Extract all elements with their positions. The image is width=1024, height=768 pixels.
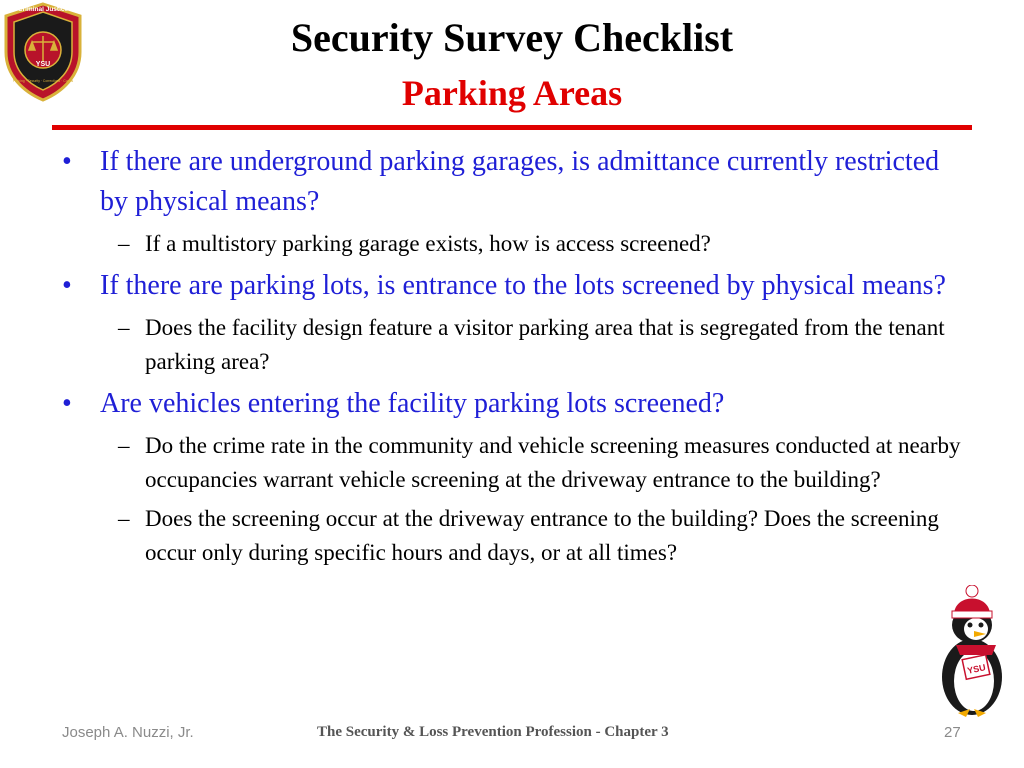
bullet-item [62,266,962,306]
slide-number: 27 [944,724,961,741]
dash-icon: – [118,433,130,458]
sub-bullet-item [62,429,962,497]
bullet-item [62,142,962,222]
sub-bullet-item [62,502,962,570]
dash-icon: – [118,506,130,531]
bullet-dot-icon: • [62,146,72,177]
sub-bullet-text: Do the crime rate in the community and vehicle screening measures conducted at nearby occupancies warrant vehicle screening at the driveway entrance to the building? [145,433,961,492]
penguin-mascot-icon [930,585,1014,720]
slide-subtitle: Parking Areas [401,73,623,113]
sub-bullet-item [62,227,962,261]
sub-bullet-text: If a multistory parking garage exists, how is access screened? [145,231,711,256]
sub-bullet-item [62,311,962,379]
seal-center-text: YSU [35,61,51,68]
dash-icon: – [118,315,130,340]
mascot-scarf-text: YSU [966,662,987,676]
seal-top-text: Criminal Justice [17,6,69,13]
bullet-list [62,142,962,575]
sub-bullet-text: Does the screening occur at the driveway entrance to the building? Does the screening occur only during specific hours and days, or at all times? [145,506,939,565]
footer-author: Joseph A. Nuzzi, Jr. [62,724,194,741]
bullet-item [62,384,962,424]
bullet-text: Are vehicles entering the facility parking lots screened? [100,388,725,419]
slide-title: Security Survey Checklist [290,15,734,60]
bullet-text: If there are underground parking garages, is admittance currently restricted by physical means? [100,146,940,217]
sub-bullet-text: Does the facility design feature a visitor parking area that is segregated from the tenant parking area? [145,315,945,374]
dash-icon: – [118,231,130,256]
title-divider [52,125,972,130]
seal-ring-text: Policing · Security · Corrections · Courts [12,79,74,83]
bullet-text: If there are parking lots, is entrance to the lots screened by physical means? [100,270,946,301]
bullet-dot-icon: • [62,388,72,419]
bullet-dot-icon: • [62,270,72,301]
footer-course-title: The Security & Loss Prevention Profession - Chapter 3 [317,724,669,740]
